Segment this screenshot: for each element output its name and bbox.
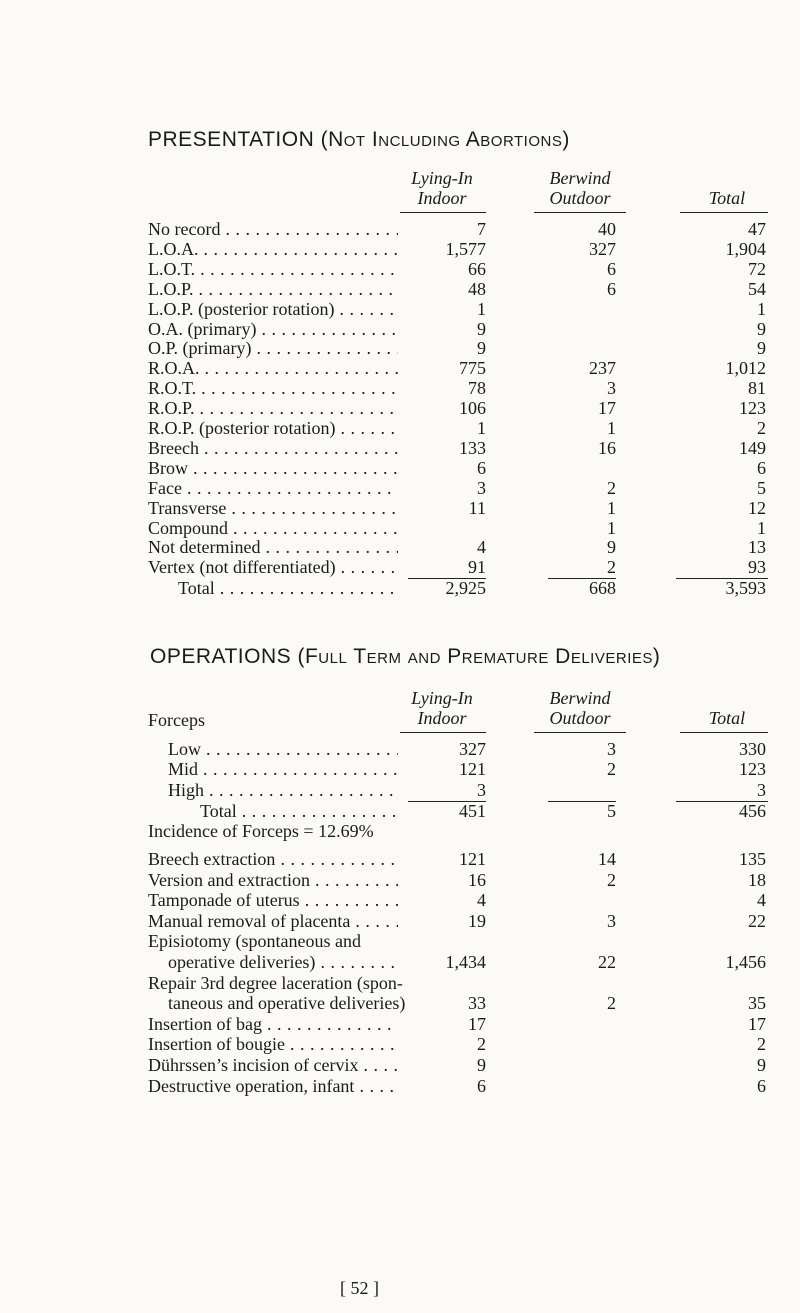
cell-c2: 16	[598, 437, 616, 458]
total-row	[0, 577, 800, 599]
presentation-title	[148, 128, 570, 152]
table-row	[0, 457, 800, 479]
operations-title-main: OPERATIONS	[150, 645, 292, 668]
table-row	[0, 848, 800, 870]
cell-c3: 4	[757, 890, 766, 911]
table-row	[0, 951, 800, 973]
rule	[400, 732, 486, 733]
cell-c2: 2	[607, 759, 616, 780]
cell-c3: 22	[748, 910, 766, 931]
operations-col-berwind	[530, 688, 630, 728]
operations-title	[150, 645, 660, 669]
table-row	[0, 992, 800, 1014]
row-label: R.O.T. . . .	[148, 377, 398, 399]
cell-c2: 17	[598, 398, 616, 419]
row-label: R.O.P. . . .	[148, 397, 398, 419]
row-label: taneous and operative deliveries)	[168, 993, 406, 1014]
total-row	[0, 800, 800, 822]
cell-c1: 106	[459, 398, 486, 419]
cell-c2: 1	[607, 497, 616, 518]
cell-c3: 1	[757, 517, 766, 538]
cell-c1: 121	[459, 848, 486, 869]
table-row	[0, 298, 800, 320]
operations-col-lying-in	[392, 688, 492, 728]
cell-c3: 35	[748, 993, 766, 1014]
cell-c3: 135	[739, 848, 766, 869]
page-number: [ 52 ]	[340, 1278, 379, 1298]
cell-c2: 3	[607, 739, 616, 759]
cell-c3: 12	[748, 497, 766, 518]
col-head-line1: Lying-In	[411, 168, 473, 188]
cell-c3: 1,904	[725, 238, 766, 259]
cell-c1: 451	[459, 800, 486, 821]
forceps-heading: Forceps	[148, 710, 205, 730]
cell-c3: 17	[748, 1013, 766, 1034]
cell-c1: 6	[477, 457, 486, 478]
cell-c1: 9	[477, 1054, 486, 1075]
table-row	[0, 972, 800, 994]
col-head-line2: Outdoor	[549, 188, 611, 208]
cell-c3: 5	[757, 477, 766, 498]
cell-c1: 78	[468, 378, 486, 399]
col-head-line1: Lying-In	[411, 688, 473, 708]
row-label: Total . . .	[200, 800, 398, 822]
cell-c3: 18	[748, 869, 766, 890]
cell-c3: 9	[757, 1054, 766, 1075]
row-label: Transverse . . .	[148, 497, 398, 519]
cell-c2: 327	[589, 238, 616, 259]
row-label: Brow . . .	[148, 457, 398, 479]
row-label: Tamponade of uterus . . .	[148, 889, 398, 911]
rule	[534, 732, 626, 733]
table-row	[0, 437, 800, 459]
presentation-col-total	[682, 188, 772, 208]
row-label: No record . . .	[148, 218, 398, 240]
row-label: Low . . .	[168, 738, 398, 760]
col-head-total: Total	[708, 188, 746, 208]
table-row	[0, 930, 800, 952]
table-row	[0, 318, 800, 340]
cell-c3: 1,456	[725, 951, 766, 972]
cell-c3: 123	[739, 759, 766, 780]
row-label: L.O.T. . . .	[148, 258, 398, 280]
cell-c1: 48	[468, 278, 486, 299]
col-head-line2: Outdoor	[549, 708, 611, 728]
row-label: operative deliveries) . . .	[168, 951, 398, 973]
row-label: R.O.P. (posterior rotation) . . .	[148, 417, 398, 439]
table-row	[0, 417, 800, 439]
cell-c3: 93	[748, 557, 766, 578]
cell-c1: 4	[477, 537, 486, 558]
presentation-title-main: PRESENTATION	[148, 128, 315, 151]
cell-c2: 1	[607, 418, 616, 438]
row-label: Compound . . .	[148, 517, 398, 539]
row-label: L.O.A. . . .	[148, 238, 398, 260]
cell-c1: 1	[477, 298, 486, 319]
cell-c1: 3	[477, 779, 486, 800]
table-row	[0, 758, 800, 780]
operations-title-sub: (Full Term and Premature Deliveries)	[297, 645, 661, 668]
row-label: O.A. (primary) . . .	[148, 318, 398, 340]
table-row	[0, 357, 800, 379]
table-row	[0, 218, 800, 240]
cell-c2: 9	[607, 537, 616, 558]
cell-c3: 9	[757, 318, 766, 339]
table-row	[0, 1033, 800, 1055]
row-label: Face . . .	[148, 477, 398, 499]
cell-c3: 1	[757, 298, 766, 319]
table-row	[0, 738, 800, 760]
presentation-col-lying-in	[392, 168, 492, 208]
cell-c2: 237	[589, 358, 616, 379]
cell-c3: 456	[739, 800, 766, 821]
cell-c1: 3	[477, 477, 486, 498]
cell-c1: 2	[477, 1034, 486, 1055]
table-row	[0, 337, 800, 359]
cell-c2: 6	[607, 258, 616, 279]
row-label: Incidence of Forceps = 12.69%	[148, 820, 374, 841]
cell-c1: 1	[477, 418, 486, 438]
row-label: Mid . . .	[168, 758, 398, 780]
cell-c1: 33	[468, 993, 486, 1014]
cell-c3: 2	[757, 1034, 766, 1055]
row-label: Total . . .	[178, 577, 398, 599]
row-label: R.O.A. . . .	[148, 357, 398, 379]
cell-c3: 6	[757, 1075, 766, 1096]
cell-c3: 3	[757, 779, 766, 800]
table-row	[0, 910, 800, 932]
cell-c2: 1	[607, 517, 616, 538]
cell-c1: 2,925	[445, 578, 486, 599]
cell-c2: 668	[589, 578, 616, 599]
col-head-line2: Indoor	[417, 188, 467, 208]
cell-c2: 5	[607, 800, 616, 821]
table-row	[0, 477, 800, 499]
cell-c3: 1,012	[725, 358, 766, 379]
cell-c1: 6	[477, 1075, 486, 1096]
table-row	[0, 377, 800, 399]
table-row	[0, 869, 800, 891]
cell-c2: 40	[598, 219, 616, 239]
cell-c2: 2	[607, 557, 616, 578]
cell-c3: 9	[757, 338, 766, 359]
row-label: Vertex (not differentiated) . . .	[148, 556, 398, 578]
cell-c3: 149	[739, 437, 766, 458]
presentation-col-berwind	[530, 168, 630, 208]
table-row	[0, 517, 800, 539]
cell-c1: 1,434	[445, 951, 486, 972]
table-row	[0, 258, 800, 280]
row-label: Dührssen’s incision of cervix . . .	[148, 1054, 398, 1076]
cell-c3: 6	[757, 457, 766, 478]
row-label: Destructive operation, infant . . .	[148, 1075, 398, 1097]
cell-c1: 66	[468, 258, 486, 279]
cell-c1: 7	[477, 219, 486, 239]
rule	[534, 212, 626, 213]
row-label: Not determined . . .	[148, 536, 398, 558]
table-row	[0, 238, 800, 260]
rule	[400, 212, 486, 213]
table-row	[0, 1013, 800, 1035]
row-label: Repair 3rd degree laceration (spon-	[148, 972, 403, 993]
cell-c1: 17	[468, 1013, 486, 1034]
row-label: Insertion of bougie . . .	[148, 1033, 398, 1055]
cell-c3: 3,593	[725, 578, 766, 599]
cell-c3: 47	[748, 219, 766, 239]
cell-c2: 3	[607, 378, 616, 399]
row-label: Episiotomy (spontaneous and	[148, 931, 361, 952]
row-label: Manual removal of placenta . . .	[148, 910, 398, 932]
row-label: L.O.P. . . .	[148, 278, 398, 300]
table-row	[0, 889, 800, 911]
presentation-title-sub: (Not Including Abortions)	[320, 128, 570, 151]
row-label: O.P. (primary) . . .	[148, 337, 398, 359]
row-label: High . . .	[168, 779, 398, 801]
cell-c1: 4	[477, 890, 486, 911]
cell-c2: 22	[598, 951, 616, 972]
cell-c2: 2	[607, 869, 616, 890]
row-label: L.O.P. (posterior rotation) . . .	[148, 298, 398, 320]
cell-c2: 2	[607, 477, 616, 498]
table-row	[0, 820, 800, 842]
cell-c3: 123	[739, 398, 766, 419]
table-row	[0, 536, 800, 558]
cell-c1: 775	[459, 358, 486, 379]
table-row	[0, 779, 800, 801]
col-head-line1: Berwind	[549, 168, 611, 188]
row-label: Version and extraction . . .	[148, 869, 398, 891]
cell-c3: 2	[757, 418, 766, 438]
row-label: Breech . . .	[148, 437, 398, 459]
cell-c3: 81	[748, 378, 766, 399]
cell-c2: 14	[598, 848, 616, 869]
row-label: Breech extraction . . .	[148, 848, 398, 870]
col-head-line2: Indoor	[417, 708, 467, 728]
cell-c1: 133	[459, 437, 486, 458]
cell-c3: 54	[748, 278, 766, 299]
cell-c1: 16	[468, 869, 486, 890]
table-row	[0, 397, 800, 419]
cell-c3: 330	[739, 739, 766, 759]
cell-c2: 2	[607, 993, 616, 1014]
cell-c1: 121	[459, 759, 486, 780]
cell-c3: 13	[748, 537, 766, 558]
rule	[680, 212, 768, 213]
cell-c3: 72	[748, 258, 766, 279]
row-label: Insertion of bag . . .	[148, 1013, 398, 1035]
cell-c1: 1,577	[445, 238, 486, 259]
col-head-total: Total	[708, 708, 746, 728]
table-row	[0, 1054, 800, 1076]
operations-col-total	[682, 708, 772, 728]
cell-c2: 3	[607, 910, 616, 931]
table-row	[0, 497, 800, 519]
cell-c2: 6	[607, 278, 616, 299]
cell-c1: 19	[468, 910, 486, 931]
table-row	[0, 278, 800, 300]
table-row	[0, 556, 800, 578]
cell-c1: 91	[468, 557, 486, 578]
rule	[680, 732, 768, 733]
cell-c1: 9	[477, 318, 486, 339]
cell-c1: 9	[477, 338, 486, 359]
cell-c1: 327	[459, 739, 486, 759]
col-head-line1: Berwind	[549, 688, 611, 708]
table-row	[0, 1075, 800, 1097]
cell-c1: 11	[468, 497, 486, 518]
